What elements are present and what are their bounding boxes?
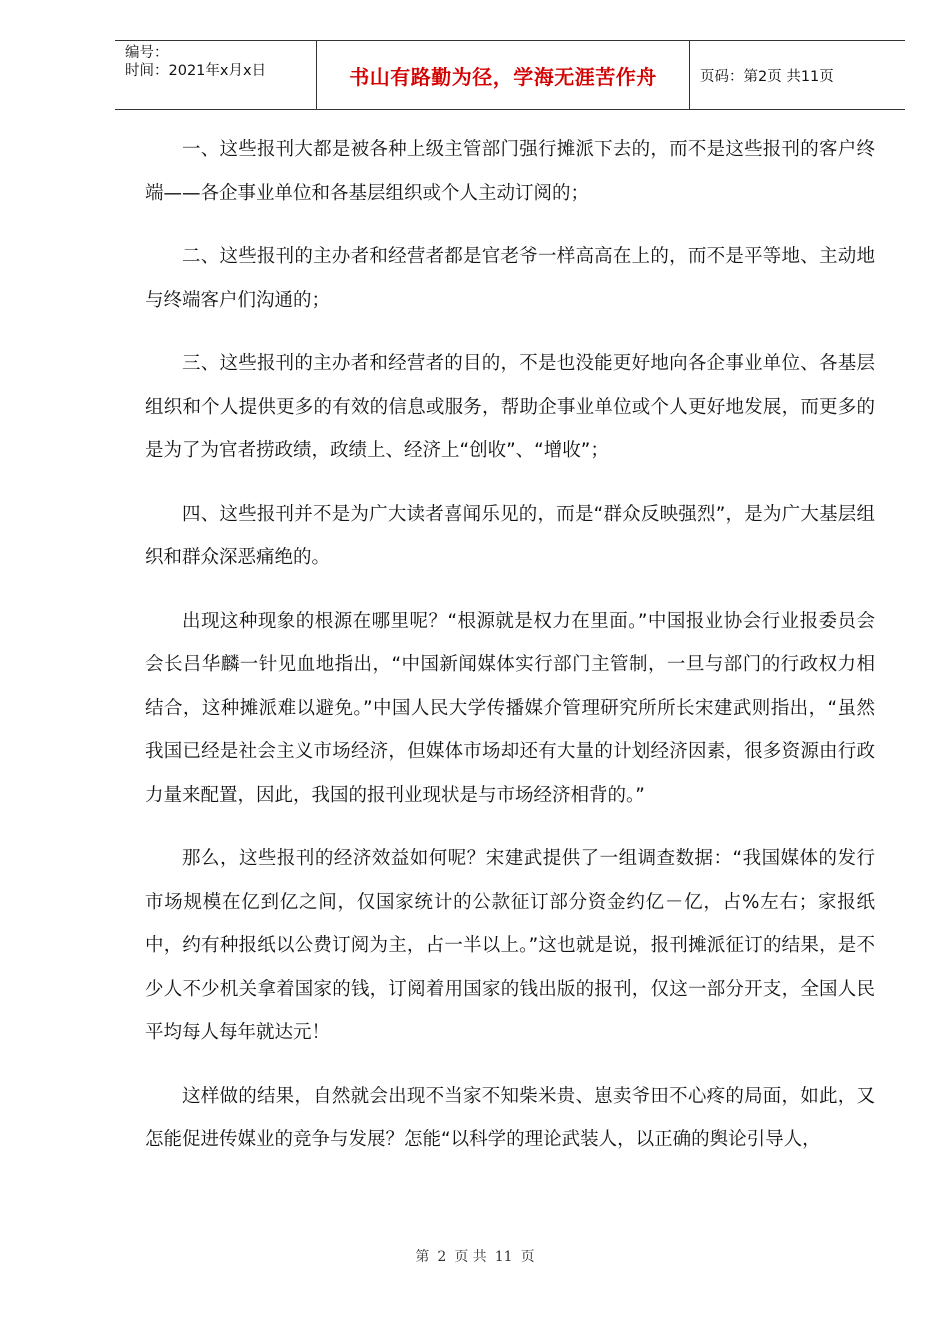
footer-suffix: 页 xyxy=(520,1249,535,1265)
paragraph-3: 三、这些报刊的主办者和经营者的目的，不是也没能更好地向各企事业单位、各基层组织和个人提供更多的有效的信息或服务，帮助企事业单位或个人更好地发展，而更多的是为了为官者捞政绩，政绩上、经济上“创收”、“增收”； xyxy=(145,353,875,461)
header-page-cell xyxy=(690,41,905,109)
header-meta-cell xyxy=(115,41,316,109)
footer-prefix: 第 xyxy=(415,1249,430,1265)
paragraph-5: 出现这种现象的根源在哪里呢？“根源就是权力在里面。”中国报业协会行业报委员会会长吕华麟一针见血地指出，“中国新闻媒体实行部门主管制，一旦与部门的行政权力相结合，这种摊派难以避免。”中国人民大学传播媒介管理研究所所长宋建武则指出，“虽然我国已经是社会主义市场经济，但媒体市场却还有大量的计划经济因素，很多资源由行政力量来配置，因此，我国的报刊业现状是与市场经济相背的。” xyxy=(145,610,875,806)
page-header xyxy=(115,40,905,110)
paragraph-2: 二、这些报刊的主办者和经营者都是官老爷一样高高在上的，而不是平等地、主动地与终端客户们沟通的； xyxy=(145,246,875,311)
page-footer xyxy=(0,1246,950,1266)
document-body xyxy=(145,128,875,1182)
header-page-info: 页码：第2页 共11页 xyxy=(700,68,834,85)
footer-current-page: 2 xyxy=(437,1249,447,1265)
paragraph-4: 四、这些报刊并不是为广大读者喜闻乐见的，而是“群众反映强烈”，是为广大基层组织和群众深恶痛绝的。 xyxy=(145,503,875,568)
paragraph-6: 那么，这些报刊的经济效益如何呢？宋建武提供了一组调查数据：“我国媒体的发行市场规模在亿到亿之间，仅国家统计的公款征订部分资金约亿－亿，占%左右；家报纸中，约有种报纸以公费订阅为主，占一半以上。”这也就是说，报刊摊派征订的结果，是不少人不少机关拿着国家的钱，订阅着用国家的钱出版的报刊，仅这一部分开支，全国人民平均每人每年就达元！ xyxy=(145,848,875,1043)
paragraph-1: 一、这些报刊大都是被各种上级主管部门强行摊派下去的，而不是这些报刊的客户终端——各企事业单位和各基层组织或个人主动订阅的； xyxy=(145,139,875,204)
footer-middle: 页 共 xyxy=(454,1249,487,1265)
header-motto: 书山有路勤为径，学海无涯苦作舟 xyxy=(349,64,657,89)
document-number-label: 编号： xyxy=(125,45,169,61)
footer-total-pages: 11 xyxy=(494,1249,513,1265)
paragraph-7: 这样做的结果，自然就会出现不当家不知柴米贵、崽卖爷田不心疼的局面，如此，又怎能促进传媒业的竞争与发展？怎能“以科学的理论武装人，以正确的舆论引导人， xyxy=(145,1085,875,1150)
header-motto-cell xyxy=(316,41,690,109)
document-time-label: 时间：2021年x月x日 xyxy=(125,63,267,79)
